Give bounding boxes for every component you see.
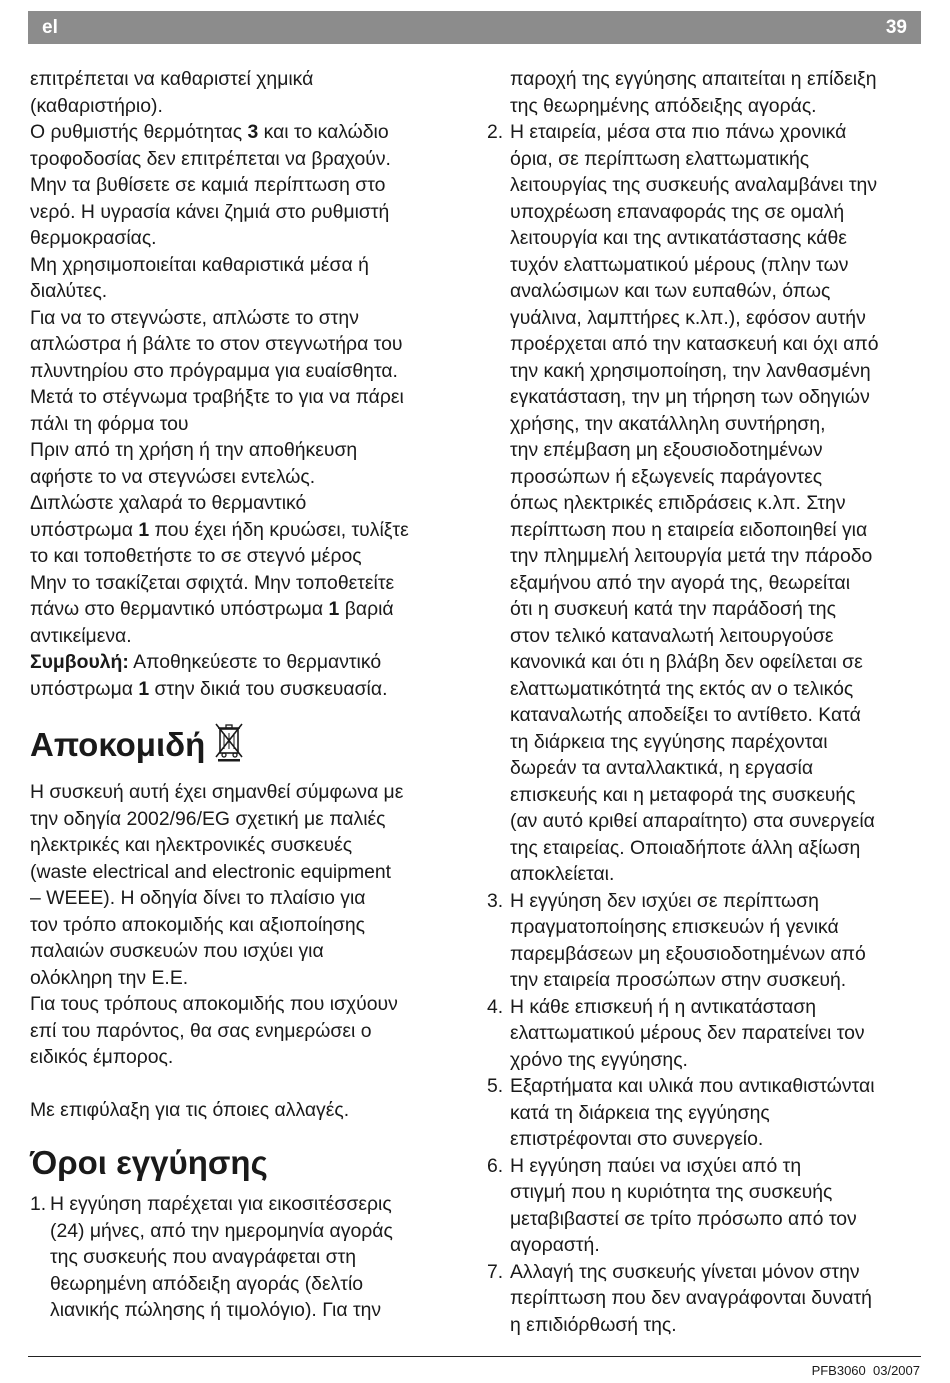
- text-line: επιστρέφονται στο συνεργείο.: [510, 1128, 764, 1150]
- item-number: 7.: [487, 1260, 504, 1283]
- care-instructions: [30, 146, 470, 517]
- tip-line: Συμβουλή: Αποθηκεύεστε το θερμαντικό: [30, 651, 382, 673]
- text-line: εγκατάσταση, την μη τήρηση των οδηγιών: [510, 386, 870, 408]
- text-line: δωρεάν τα ανταλλακτικά, η εργασία: [510, 757, 814, 779]
- text-line: γυάλινα, λαμπτήρες κ.λπ.), εφόσον αυτήν: [510, 306, 866, 329]
- text-line: την επέμβαση μη εξουσιοδοτημένων: [510, 439, 823, 461]
- warranty-item-1: [30, 1191, 470, 1324]
- text-line: στιγμή που η κυριότητα της συσκευής: [510, 1181, 833, 1203]
- text-line: Για τους τρόπους αποκομιδής που ισχύουν: [30, 993, 398, 1015]
- text-line: επιτρέπεται να καθαριστεί χημικά: [30, 68, 314, 90]
- text-line: θερμοκρασίας.: [30, 227, 157, 249]
- text-line: μεταβιβαστεί σε τρίτο πρόσωπο από τον: [510, 1207, 857, 1230]
- text-line: το και τοποθετήστε το σε στεγνό μέρος: [30, 545, 362, 567]
- text-line: τροφοδοσίας δεν επιτρέπεται να βραχούν.: [30, 147, 391, 170]
- item-number: 6.: [487, 1154, 504, 1177]
- text-line: Μη χρησιμοποιείται καθαριστικά μέσα ή: [30, 253, 369, 276]
- text-line: τον τρόπο αποκομιδής και αξιοποίησης: [30, 913, 366, 936]
- text-line: την οδηγία 2002/96/EG σχετική με παλιές: [30, 807, 386, 830]
- text-line: θεωρημένη απόδειξη αγοράς (δελτίο: [50, 1272, 364, 1295]
- language-code: el: [42, 17, 58, 38]
- text-line: διαλύτες.: [30, 280, 108, 302]
- item-number: 1.: [30, 1193, 47, 1215]
- text-line: χρόνο της εγγύησης.: [510, 1048, 688, 1071]
- text-line: – WEEE). Η οδηγία δίνει το πλαίσιο για: [30, 887, 366, 909]
- text-line: Η εγγύηση παύει να ισχύει από τη: [510, 1154, 802, 1177]
- text-line: περίπτωση που δεν αναγράφονται δυνατή: [510, 1287, 872, 1309]
- text-line: Διπλώστε χαλαρά το θερμαντικό: [30, 492, 307, 514]
- right-column: [487, 66, 923, 1338]
- text-line: Μετά το στέγνωμα τραβήξτε το για να πάρει: [30, 386, 404, 408]
- text-line: αντικείμενα.: [30, 624, 132, 647]
- text-line: αποκλείεται.: [510, 863, 615, 885]
- text-line: ειδικός έμπορος.: [30, 1046, 174, 1068]
- text-line: κανονικά και ότι η βλάβη δεν οφείλεται σε: [510, 651, 863, 673]
- text-line: Η εταιρεία, μέσα στα πιο πάνω χρονικά: [510, 121, 847, 143]
- text-line: αγοραστή.: [510, 1234, 600, 1256]
- text-line: η επιδιόρθωσή της.: [510, 1313, 677, 1336]
- left-column: [30, 66, 470, 1324]
- text-line: ελαττωματικού μέρους δεν παρατείνει τον: [510, 1022, 865, 1044]
- footer-rule: [28, 1356, 921, 1357]
- text-line: λειτουργίας της συσκευής αναλαμβάνει την: [510, 174, 878, 196]
- text-line: Η εγγύηση δεν ισχύει σε περίπτωση: [510, 889, 819, 912]
- text-line: (αν αυτό κριθεί απαραίτητο) στα συνεργεία: [510, 810, 875, 832]
- text-line: όπως ηλεκτρικές επιδράσεις κ.λπ. Στην: [510, 492, 846, 514]
- item-number: 5.: [487, 1075, 504, 1097]
- text-line: Εξαρτήματα και υλικά που αντικαθιστώνται: [510, 1075, 875, 1097]
- text-line: αφήστε το να στεγνώσει εντελώς.: [30, 465, 316, 488]
- text-line: αναλώσιμων και των ευπαθών, όπως: [510, 280, 831, 302]
- text-line: Η συσκευή αυτή έχει σημανθεί σύμφωνα με: [30, 781, 404, 803]
- text-line: την κακή χρησιμοποίηση, την λανθασμένη: [510, 359, 871, 382]
- warranty-item-7: [487, 1259, 923, 1339]
- ref-number: 1: [138, 677, 150, 700]
- text-line: κατά τη διάρκεια της εγγύησης: [510, 1101, 770, 1124]
- text-line: όρια, σε περίπτωση ελαττωματικής: [510, 147, 810, 170]
- text-line: την πλημμελή λειτουργία μετά την πάροδο: [510, 545, 873, 567]
- warranty-item-2: [487, 119, 923, 888]
- text-line: προσώπων ή εξωγενείς παράγοντες: [510, 465, 823, 488]
- text-line: λιανικής πώλησης ή τιμολόγιο). Για την: [50, 1299, 382, 1321]
- text-line: νερό. Η υγρασία κάνει ζημιά στο ρυθμιστή: [30, 200, 390, 223]
- text-line: Μην τα βυθίσετε σε καμιά περίπτωση στο: [30, 174, 386, 196]
- text-line: (καθαριστήριο).: [30, 94, 163, 117]
- item-number: 3.: [487, 889, 504, 912]
- warranty-item-3: [487, 888, 923, 994]
- text-line: της θεωρημένης απόδειξης αγοράς.: [510, 94, 817, 117]
- ref-number: 1: [138, 518, 150, 541]
- text-line: Για να το στεγνώστε, απλώστε το στην: [30, 306, 359, 329]
- text-line: χρήσης, την ακατάλληλη συντήρηση,: [510, 412, 826, 435]
- text-line: επί του παρόντος, θα σας ενημερώσει ο: [30, 1019, 372, 1042]
- text-line: τη διάρκεια της εγγύησης παρέχονται: [510, 730, 828, 753]
- tip-label: Συμβουλή:: [30, 651, 129, 673]
- disposal-heading: Αποκομιδή: [30, 722, 470, 771]
- text-line: πλυντηρίου στο πρόγραμμα για ευαίσθητα.: [30, 359, 398, 382]
- text-line: Μην το τσακίζεται σφιχτά. Μην τοποθετείτε: [30, 571, 395, 594]
- text-line: εξαμήνου από την αγορά της, θεωρείται: [510, 571, 851, 594]
- ref-number: 1: [328, 598, 340, 620]
- warranty-item-4: [487, 994, 923, 1074]
- warranty-heading: Όροι εγγύησης: [30, 1144, 268, 1181]
- text-line: Πριν από τη χρήση ή την αποθήκευση: [30, 439, 358, 461]
- page-header-bar: [28, 11, 921, 44]
- text-line: περίπτωση που η εταιρεία ειδοποιηθεί για: [510, 518, 868, 541]
- text-line: ελαττωματικότητά της εκτός αν ο τελικός: [510, 677, 854, 700]
- text-line: ηλεκτρικές και ηλεκτρονικές συσκευές: [30, 834, 353, 856]
- text-line: την εταιρεία προσώπων στην συσκευή.: [510, 969, 847, 991]
- ref-number: 3: [247, 121, 259, 143]
- text-line: πάλι τη φόρμα του: [30, 412, 189, 435]
- text-line: Ο ρυθμιστής θερμότητας 3 και το καλώδιο: [30, 121, 389, 143]
- reservation-note: Με επιφύλαξη για τις όποιες αλλαγές.: [30, 1098, 350, 1121]
- text-line: προέρχεται από την κατασκευή και όχι από: [510, 333, 879, 355]
- text-line: πάνω στο θερμαντικό υπόστρωμα 1 βαριά: [30, 598, 394, 620]
- text-line: παλαιών συσκευών που ισχύει για: [30, 940, 324, 962]
- text-line: πραγματοποίησης επισκευών ή γενικά: [510, 916, 839, 938]
- text-line: παρεμβάσεων μη εξουσιοδοτημένων από: [510, 942, 866, 965]
- text-line: παροχή της εγγύησης απαιτείται η επίδειξη: [510, 68, 877, 90]
- text-line: επισκευής και η μεταφορά της συσκευής: [510, 783, 856, 806]
- item-number: 4.: [487, 995, 504, 1018]
- page-number: 39: [885, 17, 907, 38]
- text-line: καταναλωτής αποδείξει το αντίθετο. Κατά: [510, 704, 861, 726]
- text-line: Η εγγύηση παρέχεται για εικοσιτέσσερις: [50, 1193, 392, 1215]
- text-line: Αλλαγή της συσκευής γίνεται μόνον στην: [510, 1260, 860, 1283]
- crossed-out-wheelie-bin-icon: [215, 722, 243, 771]
- item-number: 2.: [487, 121, 504, 143]
- text-line: απλώστρα ή βάλτε το στον στεγνωτήρα του: [30, 333, 403, 355]
- text-line: στον τελικό καταναλωτή λειτουργούσε: [510, 624, 834, 647]
- footer-doc-code: PFB3060 03/2007: [811, 1363, 920, 1378]
- text-line: Η κάθε επισκευή ή η αντικατάσταση: [510, 995, 817, 1018]
- text-line: ότι η συσκευή κατά την παράδοσή της: [510, 598, 836, 620]
- text-line: τυχόν ελαττωματικού μέρους (πλην των: [510, 253, 849, 276]
- text-line: (waste electrical and electronic equipment: [30, 860, 392, 883]
- warranty-item-5: [487, 1073, 923, 1153]
- text-line: υπόστρωμα 1 που έχει ήδη κρυώσει, τυλίξτε: [30, 518, 409, 541]
- text-line: ολόκληρη την Ε.Ε.: [30, 966, 189, 989]
- warranty-item-6: [487, 1153, 923, 1259]
- text-line: (24) μήνες, από την ημερομηνία αγοράς: [50, 1219, 393, 1242]
- disposal-text: [30, 779, 470, 1071]
- text-line: της εταιρείας. Οποιαδήποτε άλλη αξίωση: [510, 836, 861, 859]
- text-line: της συσκευής που αναγράφεται στη: [50, 1246, 357, 1268]
- warranty-items-list: [487, 119, 923, 1338]
- text-line: υποχρέωση επαναφοράς της σε ομαλή: [510, 200, 845, 223]
- text-line: υπόστρωμα 1 στην δικιά του συσκευασία.: [30, 677, 388, 700]
- text-line: λειτουργία και της αντικατάστασης κάθε: [510, 227, 847, 249]
